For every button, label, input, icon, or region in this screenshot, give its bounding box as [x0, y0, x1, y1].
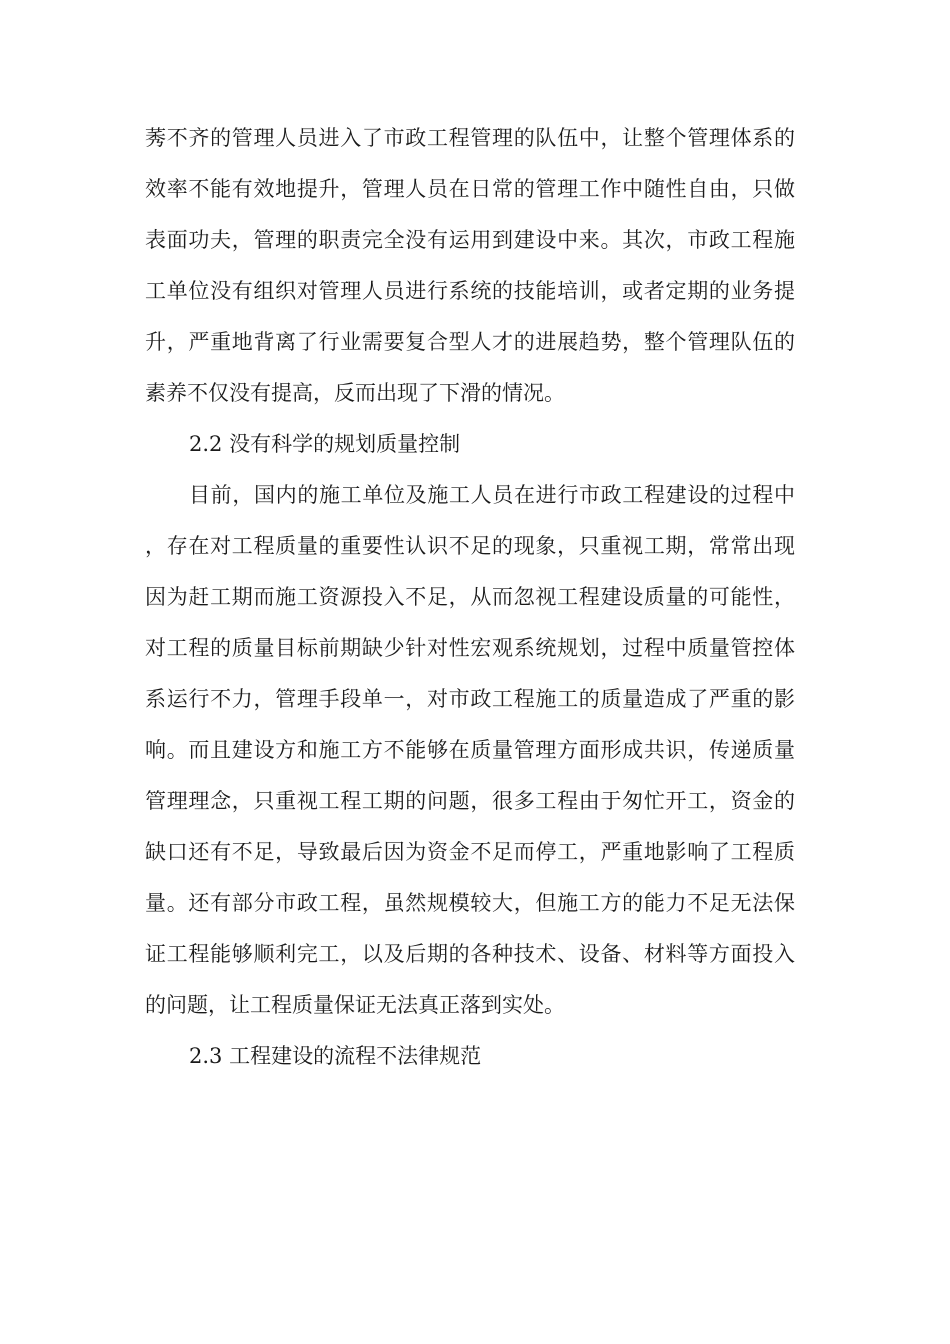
section-heading-2-2: 2.2 没有科学的规划质量控制 [189, 432, 461, 456]
paragraph-quality-control: 目前，国内的施工单位及施工人员在进行市政工程建设的过程中，存在对工程质量的重要性认识不足的现象，只重视工期，常常出现因为赶工期而施工资源投入不足，从而忽视工程建设质量的可能性，对工程的质量目标前期缺少针对性宏观系统规划，过程中质量管控体系运行不力，管理手段单一，对市政工程施工的质量造成了严重的影响。而且建设方和施工方不能够在质量管理方面形成共识，传递质量管理理念，只重视工程工期的问题，很多工程由于匆忙开工，资金的缺口还有不足，导致最后因为资金不足而停工，严重地影响了工程质量。还有部分市政工程，虽然规模较大，但施工方的能力不足无法保证工程能够顺利完工，以及后期的各种技术、设备、材料等方面投入的问题，让工程质量保证无法真正落到实处。 [145, 483, 795, 1017]
section-heading-2-3: 2.3 工程建设的流程不法律规范 [189, 1044, 482, 1068]
document-body [145, 113, 795, 1082]
paragraph-management-team: 莠不齐的管理人员进入了市政工程管理的队伍中，让整个管理体系的效率不能有效地提升，管理人员在日常的管理工作中随性自由，只做表面功夫，管理的职责完全没有运用到建设中来。其次，市政工程施工单位没有组织对管理人员进行系统的技能培训，或者定期的业务提升，严重地背离了行业需要复合型人才的进展趋势，整个管理队伍的素养不仅没有提高，反而出现了下滑的情况。 [145, 126, 795, 405]
